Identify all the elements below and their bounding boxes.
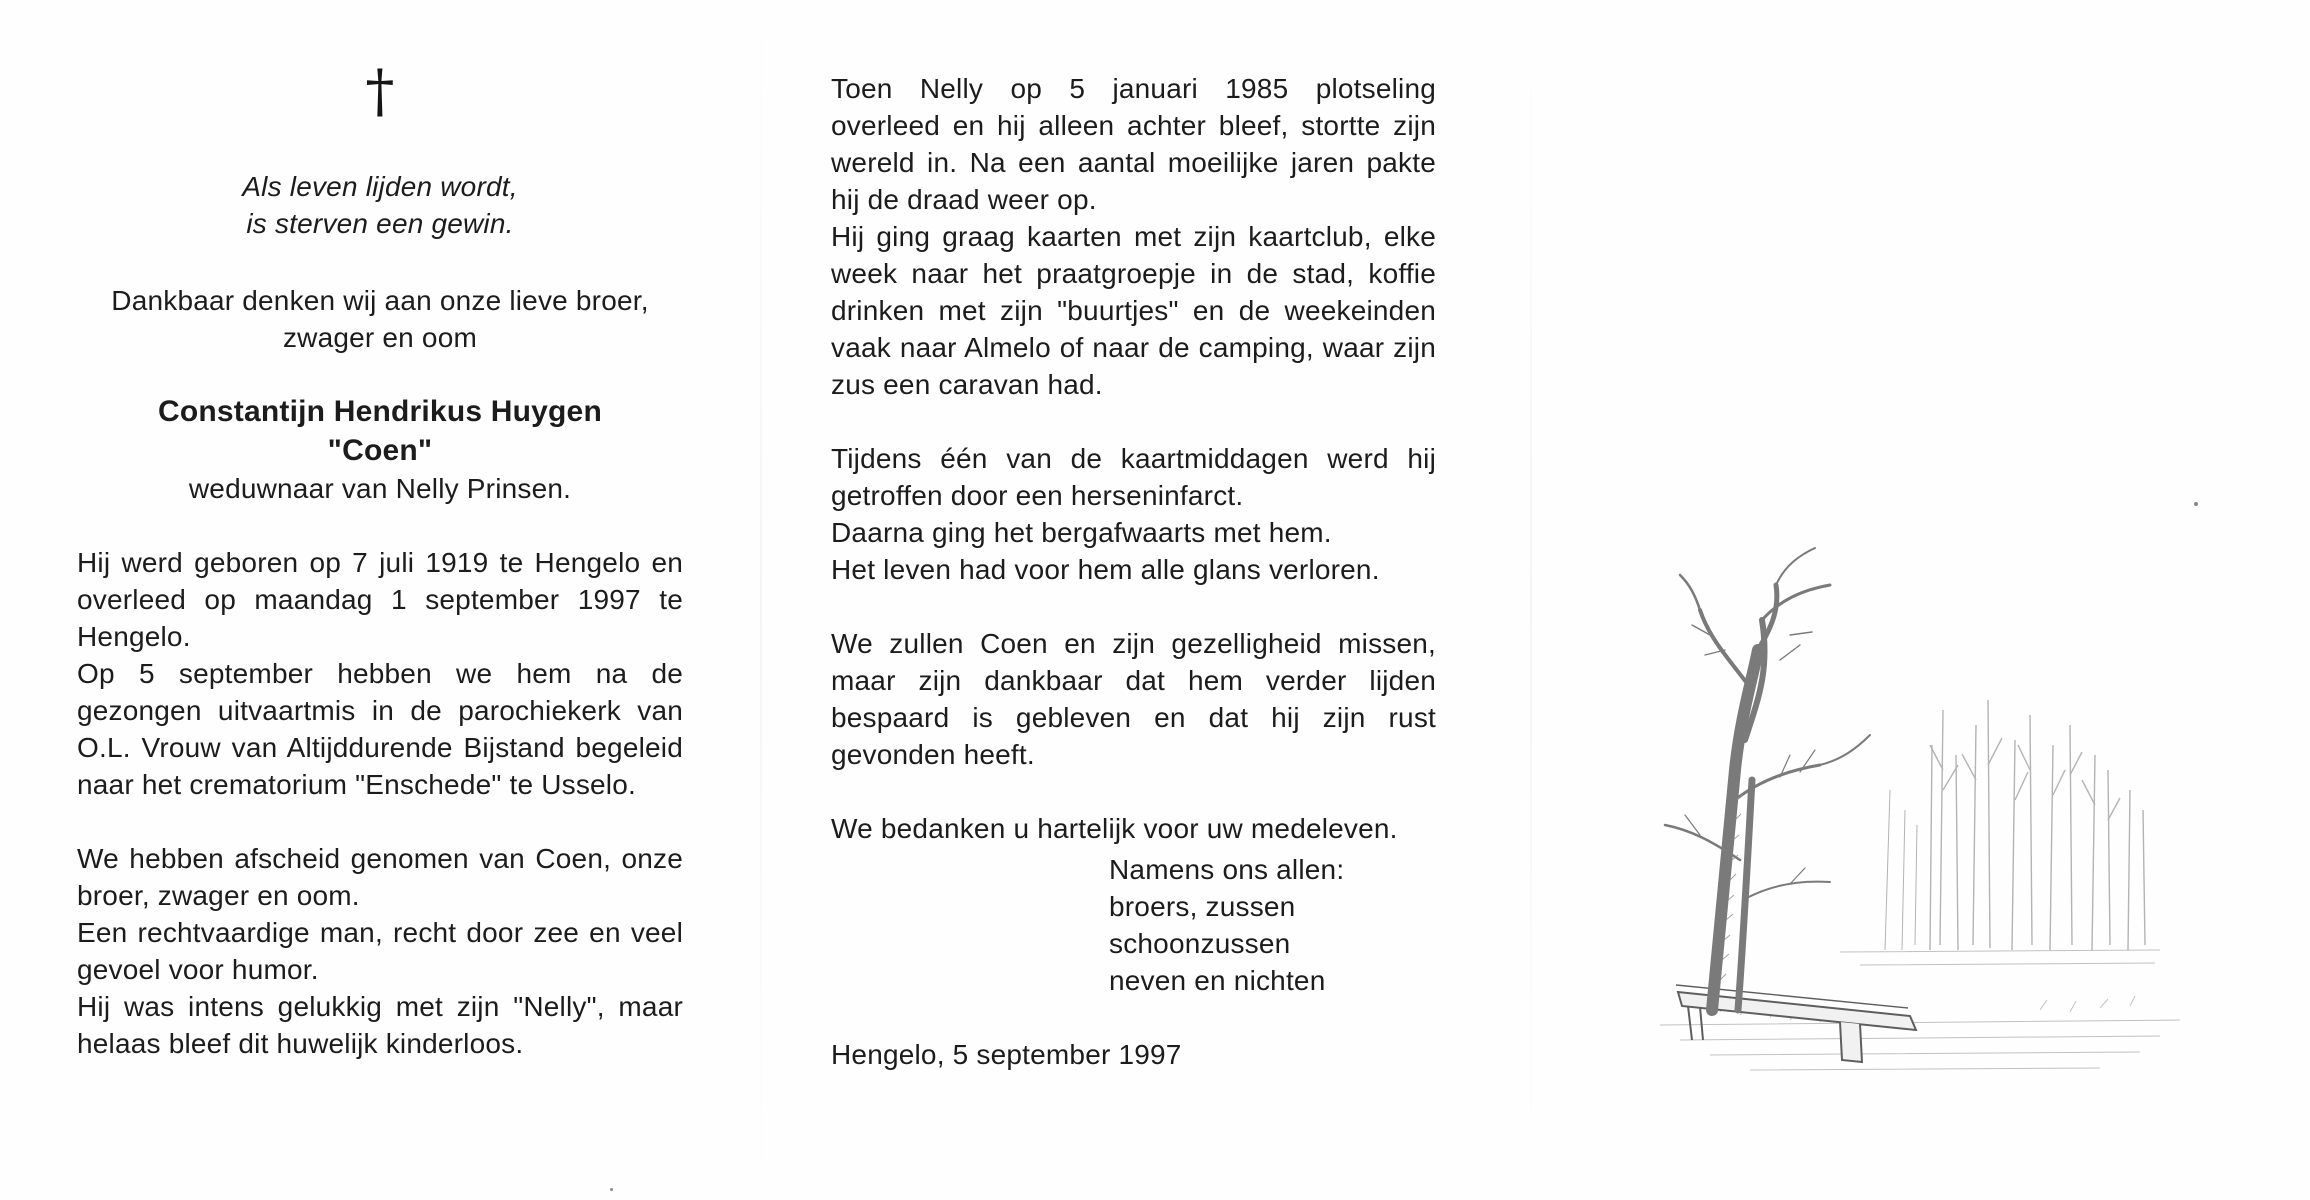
thank-you-paragraph: We bedanken u hartelijk voor uw medeleven. (831, 813, 1398, 844)
thanks-intro (77, 282, 683, 356)
farewell-paragraph-2: Een rechtvaardige man, recht door zee en veel gevoel voor humor. (77, 917, 683, 985)
signature-line-2: broers, zussen (1109, 891, 1296, 922)
story-paragraph-1: Toen Nelly op 5 januari 1985 plotseling overleed en hij alleen achter bleef, stortte zijn wereld in. Na een aantal moeilijke jaren pakte hij de draad weer op. (831, 73, 1436, 215)
place-and-date: Hengelo, 5 september 1997 (831, 1039, 1182, 1070)
left-panel (77, 57, 683, 1062)
thanks-line-1: Dankbaar denken wij aan onze lieve broer, (111, 285, 649, 316)
deceased-name: Constantijn Hendrikus Huygen (158, 395, 602, 428)
motto-line-1: Als leven lijden wordt, (242, 171, 518, 202)
nickname: "Coen" (327, 434, 433, 467)
motto-line-2: is sterven een gewin. (246, 208, 514, 239)
farewell-paragraph-1: We hebben afscheid genomen van Coen, onze broer, zwager en oom. (77, 843, 683, 911)
story-paragraph-6: We zullen Coen en zijn gezelligheid missen, maar zijn dankbaar dat hem verder lijden bespaard is gebleven en dat hij zijn rust gevonden heeft. (831, 628, 1436, 770)
story-paragraph-3: Tijdens één van de kaartmiddagen werd hij getroffen door een herseninfarct. (831, 443, 1436, 511)
bio-paragraph-2: Op 5 september hebben we hem na de gezongen uitvaartmis in de parochiekerk van O.L. Vrouw van Altijddurende Bijstand begeleid naar het crematorium "Enschede" te Usselo. (77, 658, 683, 800)
story-paragraph-4: Daarna ging het bergafwaarts met hem. (831, 517, 1332, 548)
signature-line-4: neven en nichten (1109, 965, 1326, 996)
fold-line-left (760, 0, 762, 1200)
signature-block (1109, 851, 1436, 999)
background-trees (1885, 700, 2145, 950)
bio-paragraph-1: Hij werd geboren op 7 juli 1919 te Hengelo en overleed op maandag 1 september 1997 te Hengelo. (77, 547, 683, 652)
cross-icon: † (365, 57, 395, 125)
deceased-name-block (77, 392, 683, 470)
tree-and-bench-sketch (1640, 540, 2200, 1100)
motto (77, 168, 683, 242)
story-paragraph-2: Hij ging graag kaarten met zijn kaartclub, elke week naar het praatgroepje in de stad, koffie drinken met zijn "buurtjes" en de weekeinden vaak naar Almelo of naar de camping, waar zijn zus een caravan had. (831, 221, 1436, 400)
paper-speck (610, 1188, 613, 1191)
farewell-paragraph-3: Hij was intens gelukkig met zijn "Nelly", maar helaas bleef dit huwelijk kinderloos. (77, 991, 683, 1059)
story-paragraph-5: Het leven had voor hem alle glans verloren. (831, 554, 1380, 585)
signature-line-1: Namens ons allen: (1109, 854, 1345, 885)
middle-panel (831, 70, 1436, 1073)
paper-speck (2194, 502, 2198, 506)
signature-line-3: schoonzussen (1109, 928, 1291, 959)
large-tree (1665, 548, 1870, 1010)
widower-of: weduwnaar van Nelly Prinsen. (188, 473, 572, 504)
thanks-line-2: zwager en oom (282, 322, 478, 353)
fold-line-right (1530, 0, 1532, 1200)
